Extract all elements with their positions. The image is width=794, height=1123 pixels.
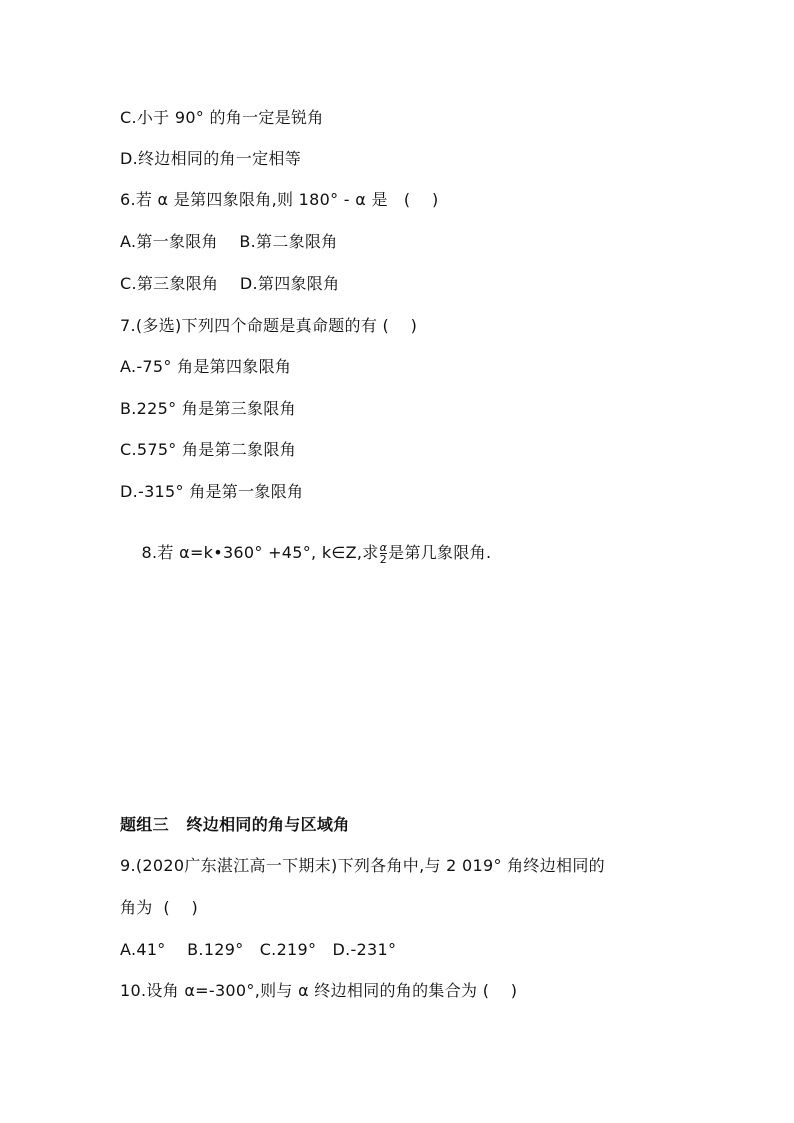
q9-stem-line2: 角为 ( ) — [120, 898, 198, 917]
q8-suffix: 是第几象限角. — [388, 543, 492, 562]
q9-options: A.41° B.129° C.219° D.-231° — [120, 940, 397, 959]
q7-option-b: B.225° 角是第三象限角 — [120, 399, 296, 418]
q5-option-d: D.终边相同的角一定相等 — [120, 149, 302, 168]
q8-stem — [120, 520, 491, 587]
q6-options-cd: C.第三象限角 D.第四象限角 — [120, 274, 340, 293]
fraction-numerator: α — [379, 541, 388, 554]
q10-stem: 10.设角 α=-300°,则与 α 终边相同的角的集合为 ( ) — [120, 981, 518, 1000]
q9-stem-line1: 9.(2020广东湛江高一下期末)下列各角中,与 2 019° 角终边相同的 — [120, 856, 605, 875]
section-title: 题组三 终边相同的角与区域角 — [120, 815, 350, 834]
q6-options-ab: A.第一象限角 B.第二象限角 — [120, 232, 338, 251]
q5-option-c: C.小于 90° 的角一定是锐角 — [120, 108, 324, 127]
q7-option-d: D.-315° 角是第一象限角 — [120, 482, 304, 501]
q7-stem: 7.(多选)下列四个命题是真命题的有 ( ) — [120, 316, 418, 335]
q7-option-a: A.-75° 角是第四象限角 — [120, 357, 292, 376]
q8-prefix: 8.若 α=k•360° +45°, k∈Z,求 — [141, 543, 379, 562]
alpha-over-two-fraction — [380, 542, 388, 565]
fraction-denominator: 2 — [379, 553, 388, 566]
q6-stem: 6.若 α 是第四象限角,则 180° - α 是 ( ) — [120, 190, 439, 209]
q7-option-c: C.575° 角是第二象限角 — [120, 440, 297, 459]
